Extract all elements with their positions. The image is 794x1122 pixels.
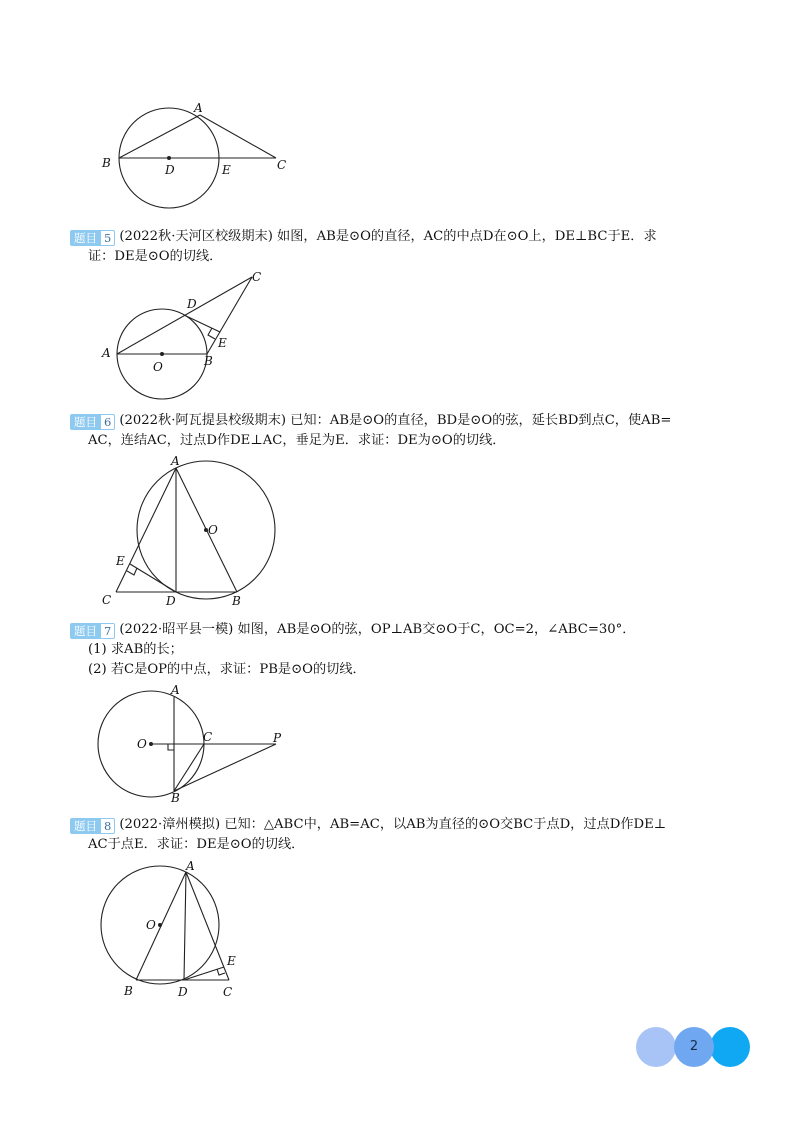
label-d: D xyxy=(187,297,197,311)
label-o: O xyxy=(153,360,163,374)
label-c: C xyxy=(252,270,262,284)
figure-8 xyxy=(96,858,266,1003)
label-a: A xyxy=(186,859,195,873)
label-a: A xyxy=(171,454,180,468)
right-angle-mark xyxy=(217,969,225,975)
segment-ad xyxy=(184,872,186,980)
label-d: D xyxy=(165,163,175,177)
problem-5-line-2: 证：DE是⊙O的切线． xyxy=(88,249,223,264)
problem-5-line-1: 题目 5 (2022秋·天河区校级期末) 如图，AB是⊙O的直径，AC的中点D在⊙O上，DE⊥BC于E．求 xyxy=(70,227,730,247)
figure-6 xyxy=(96,453,296,613)
problem-8-text xyxy=(70,815,730,855)
problem-6-text xyxy=(70,411,730,451)
segment-de xyxy=(184,315,220,332)
segment-bc xyxy=(207,277,252,354)
figure-5-svg xyxy=(96,268,286,378)
problem-6-line-2: AC，连结AC，过点D作DE⊥AC，垂足为E．求证：DE为⊙O的切线． xyxy=(88,433,506,448)
badge-circle-right xyxy=(710,1027,750,1067)
label-a: A xyxy=(102,346,111,360)
label-b: B xyxy=(232,594,241,608)
problem-8-line-2: AC于点E．求证：DE是⊙O的切线． xyxy=(88,837,305,852)
label-c: C xyxy=(203,730,213,744)
label-d: D xyxy=(178,985,188,999)
label-b: B xyxy=(124,984,133,998)
problem-8-line-1: 题目 8 (2022·漳州模拟) 已知：△ABC中，AB=AC，以AB为直径的⊙O交BC于点D，过点D作DE⊥ xyxy=(70,815,730,835)
problem-7-tag: 题目 7 xyxy=(70,623,115,639)
figure-7-svg xyxy=(96,684,296,809)
center-o xyxy=(160,352,164,356)
problem-5-text xyxy=(70,227,730,267)
label-d: D xyxy=(166,594,176,608)
right-angle-mark xyxy=(127,568,137,575)
label-c: C xyxy=(277,158,287,172)
label-b: B xyxy=(204,354,213,368)
label-a: A xyxy=(194,101,203,115)
problem-7-sub-1: (1) 求AB的长； xyxy=(88,642,183,657)
problem-7-line-1: 题目 7 (2022·昭平县一模) 如图，AB是⊙O的弦，OP⊥AB交⊙O于C，OC=2，∠ABC=30°． xyxy=(70,620,730,640)
figure-8-svg xyxy=(96,858,266,1003)
problem-6-tag: 题目 6 xyxy=(70,414,115,430)
page-number-badge xyxy=(636,1027,752,1067)
problem-7-sub-2: (2) 若C是OP的中点，求证：PB是⊙O的切线． xyxy=(88,662,366,677)
problem-5-tag: 题目 5 xyxy=(70,230,115,246)
figure-5 xyxy=(96,268,286,378)
right-angle-mark xyxy=(168,744,174,750)
label-c: C xyxy=(102,593,112,607)
problem-6-line-1: 题目 6 (2022秋·阿瓦提县校级期末) 已知：AB是⊙O的直径，BD是⊙O的弦，延长BD到点C，使AB= xyxy=(70,411,730,431)
center-o xyxy=(158,923,162,927)
figure-6-svg xyxy=(96,453,296,613)
label-e: E xyxy=(218,336,227,350)
segment-ac xyxy=(186,872,229,980)
label-o: O xyxy=(208,523,218,537)
page-number: 2 xyxy=(689,1039,699,1054)
figure-7 xyxy=(96,684,296,809)
label-b: B xyxy=(102,156,111,170)
label-o: O xyxy=(146,918,156,932)
label-o: O xyxy=(137,737,147,751)
label-e: E xyxy=(222,163,231,177)
label-p: P xyxy=(273,731,282,745)
badge-circle-left xyxy=(636,1027,676,1067)
label-e: E xyxy=(227,954,236,968)
figure-top-svg xyxy=(96,96,296,186)
center-o xyxy=(149,742,153,746)
label-b: B xyxy=(171,791,180,805)
center-d xyxy=(167,156,171,160)
problem-8-tag: 题目 8 xyxy=(70,818,115,834)
segment-ba xyxy=(119,115,200,158)
problem-7-text xyxy=(70,620,730,680)
segment-ac xyxy=(200,115,276,158)
figure-top xyxy=(96,96,296,186)
label-e: E xyxy=(116,554,125,568)
label-c: C xyxy=(223,985,233,999)
label-a: A xyxy=(171,683,180,697)
